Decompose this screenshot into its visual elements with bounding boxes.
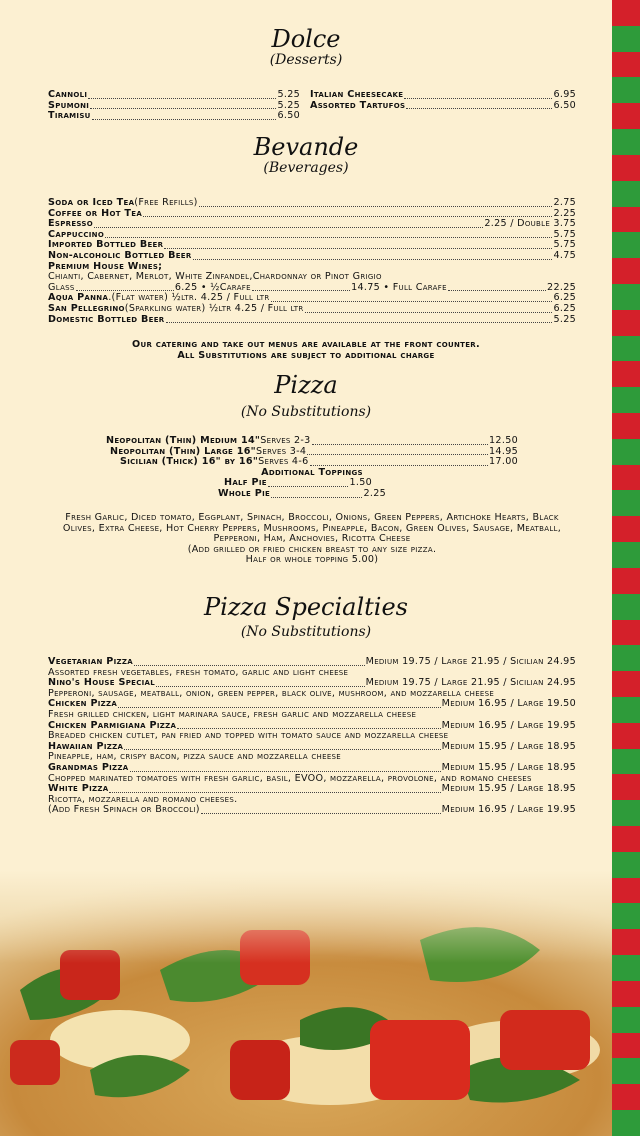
item-name: Nino's House Special — [48, 677, 156, 689]
size-price: 17.00 — [489, 456, 518, 468]
item-description: Pepperoni, sausage, meatball, onion, green pepper, black olive, mushroom, and mozzarella cheese — [48, 687, 495, 699]
item-price: 6.50 — [553, 99, 576, 111]
item-price: 6.25 — [553, 302, 576, 314]
specialty-item — [48, 678, 576, 699]
item-name: Chicken Parmigiana Pizza — [48, 719, 177, 731]
specialty-item — [48, 742, 576, 763]
stripe-block — [612, 1007, 640, 1033]
notice-line: Our catering and take out menus are available at the front counter. — [132, 339, 480, 350]
specialty-item — [48, 657, 576, 678]
topping-name: Whole Pie — [218, 487, 271, 499]
item-description: Assorted fresh vegetables, fresh tomato, garlic and light cheese — [48, 666, 349, 678]
item-description: Breaded chicken cutlet, pan fried and topped with tomato sauce and mozzarella cheese — [48, 730, 449, 742]
stripe-block — [612, 413, 640, 439]
stripe-block — [612, 568, 640, 594]
item-name: Coffee or Hot Tea — [48, 207, 143, 219]
stripe-block — [612, 361, 640, 387]
menu-item — [48, 304, 576, 315]
item-name: Vegetarian Pizza — [48, 656, 133, 667]
item-price: 5.25 — [553, 313, 576, 325]
stripe-block — [612, 387, 640, 413]
stripe-block — [612, 1110, 640, 1136]
toppings-label: Additional Toppings — [261, 466, 363, 478]
italian-flag-stripe — [612, 0, 640, 1136]
pizza-sizes — [106, 435, 518, 500]
item-price: Medium 16.95 / Large 19.95 — [441, 719, 576, 731]
stripe-block — [612, 103, 640, 129]
item-name: Italian Cheesecake — [310, 89, 404, 100]
item-price: Medium 16.95 / Large 19.50 — [441, 698, 576, 710]
stripe-block — [612, 878, 640, 904]
item-description: Chopped marinated tomatoes with fresh garlic, basil, EVOO, mozzarella, provolone, and romano cheeses — [48, 772, 532, 784]
stripe-block — [612, 955, 640, 981]
specialties-heading: Pizza Specialties — [204, 593, 408, 621]
pizza-heading: Pizza — [274, 371, 338, 399]
stripe-block — [612, 1033, 640, 1059]
bevande-heading: Bevande — [253, 133, 359, 161]
item-name: Tiramisu — [48, 110, 91, 122]
item-price: 5.75 — [553, 228, 576, 240]
topping-price — [218, 489, 386, 500]
item-name: Spumoni — [48, 99, 90, 111]
topping-amount: 2.25 — [363, 487, 386, 499]
dolce-right-column — [310, 90, 576, 111]
stripe-block — [612, 52, 640, 78]
item-price: 6.95 — [553, 89, 576, 100]
item-name: Assorted Tartufos — [310, 99, 406, 111]
stripe-block — [612, 774, 640, 800]
item-price: 5.25 — [277, 89, 300, 100]
stripe-block — [612, 516, 640, 542]
stripe-block — [612, 129, 640, 155]
stripe-block — [612, 155, 640, 181]
topping-amount: 1.50 — [349, 477, 372, 489]
carafe-label: 6.25 • ½Carafe — [174, 281, 251, 293]
full-carafe-price: 22.25 — [547, 281, 577, 293]
stripe-block — [612, 826, 640, 852]
wines-label: Premium House Wines; — [48, 260, 163, 272]
menu-item — [310, 101, 576, 112]
item-note: .(Flat water) ½ltr. 4.25 / Full ltr — [108, 292, 270, 304]
stripe-block — [612, 852, 640, 878]
stripe-block — [612, 723, 640, 749]
specialty-addon — [48, 805, 576, 816]
size-serves: Serves 4-6 — [258, 456, 309, 468]
chicken-price: Half or whole topping 5.00) — [245, 554, 379, 566]
item-note: (Sparkling water) ½ltr 4.25 / Full ltr — [124, 302, 304, 314]
stripe-block — [612, 981, 640, 1007]
stripe-block — [612, 336, 640, 362]
item-description: Fresh grilled chicken, light marinara sauce, fresh garlic and mozzarella cheese — [48, 708, 417, 720]
menu-item — [48, 315, 576, 326]
item-name: Chicken Pizza — [48, 698, 118, 710]
stripe-block — [612, 749, 640, 775]
addon-price: Medium 16.95 / Large 19.95 — [441, 804, 576, 816]
stripe-block — [612, 207, 640, 233]
menu-item — [48, 219, 576, 230]
stripe-block — [612, 284, 640, 310]
stripe-block — [612, 26, 640, 52]
item-price: Medium 15.95 / Large 18.95 — [441, 783, 576, 795]
wines-list: Chianti, Cabernet, Merlot, White Zinfandel,Chardonnay or Pinot Grigio — [48, 271, 382, 283]
item-price: Medium 15.95 / Large 18.95 — [441, 740, 576, 752]
menu-item — [48, 251, 576, 262]
dolce-left-column — [48, 90, 300, 122]
item-price: Medium 15.95 / Large 18.95 — [441, 761, 576, 773]
item-name: Grandmas Pizza — [48, 761, 129, 773]
item-note: (Free Refills) — [134, 197, 198, 208]
pizza-photo — [0, 870, 612, 1136]
stripe-block — [612, 258, 640, 284]
menu-item — [48, 198, 576, 209]
item-name: San Pellegrino — [48, 302, 125, 314]
stripe-block — [612, 929, 640, 955]
stripe-block — [612, 490, 640, 516]
item-name: Hawaiian Pizza — [48, 740, 124, 752]
glass-label: Glass — [48, 281, 75, 293]
size-name: Neopolitan (Thin) Large 16" — [110, 445, 256, 457]
stripe-block — [612, 1084, 640, 1110]
specialty-item — [48, 784, 576, 805]
stripe-block — [612, 310, 640, 336]
item-name: White Pizza — [48, 783, 109, 795]
size-price: 12.50 — [489, 435, 518, 446]
full-carafe-label: 14.75 • Full Carafe — [351, 281, 447, 293]
stripe-block — [612, 903, 640, 929]
dolce-subheading: (Desserts) — [269, 52, 343, 68]
item-price: 2.25 — [553, 207, 576, 219]
stripe-block — [612, 0, 640, 26]
menu-item — [310, 90, 576, 101]
item-description: Ricotta, mozzarella and romano cheeses. — [48, 793, 238, 805]
bevande-subheading: (Beverages) — [263, 160, 349, 176]
menu-item — [48, 111, 300, 122]
size-name: Neopolitan (Thin) Medium 14" — [106, 435, 261, 446]
stripe-block — [612, 645, 640, 671]
stripe-block — [612, 77, 640, 103]
stripe-block — [612, 800, 640, 826]
item-name: Aqua Panna — [48, 292, 109, 304]
stripe-block — [612, 671, 640, 697]
specialty-item — [48, 763, 576, 784]
item-name: Cannoli — [48, 89, 88, 100]
pizza-subheading: (No Substitutions) — [240, 404, 372, 420]
specialty-list — [48, 657, 576, 816]
stripe-block — [612, 232, 640, 258]
stripe-block — [612, 620, 640, 646]
stripe-block — [612, 439, 640, 465]
stripe-block — [612, 542, 640, 568]
menu-item — [48, 90, 300, 101]
item-name: Cappuccino — [48, 228, 105, 240]
notice-line: All Substitutions are subject to additional charge — [177, 349, 435, 361]
item-price: Medium 19.75 / Large 21.95 / Sicilian 24.95 — [365, 656, 576, 667]
item-name: Imported Bottled Beer — [48, 239, 164, 251]
chicken-note: (Add grilled or fried chicken breast to any size pizza. — [187, 543, 437, 555]
item-price: 5.25 — [277, 99, 300, 111]
item-name: Non-alcoholic Bottled Beer — [48, 249, 192, 261]
size-price: 14.95 — [489, 445, 518, 457]
stripe-block — [612, 465, 640, 491]
item-price: 2.75 — [553, 197, 576, 208]
stripe-block — [612, 181, 640, 207]
size-name: Sicilian (Thick) 16" by 16" — [120, 456, 259, 468]
stripe-block — [612, 697, 640, 723]
pizza-size — [106, 436, 518, 447]
specialty-item — [48, 721, 576, 742]
item-price: 6.25 — [553, 292, 576, 304]
size-serves: Serves 3-4 — [255, 445, 307, 457]
size-serves: Serves 2-3 — [260, 435, 311, 446]
item-price: 6.50 — [277, 110, 300, 122]
specialty-item — [48, 699, 576, 720]
item-name: Domestic Bottled Beer — [48, 313, 165, 325]
toppings-text: Fresh Garlic, Diced tomato, Eggplant, Spinach, Broccoli, Onions, Green Peppers, Artichoke Hearts, Black Olives, Extra Cheese, Hot Cherry Peppers, Mushrooms, Pineapple, Bacon, Green Olives, Sausage, Meatball, Pepperoni, Ham, Anchovies, Ricotta Cheese — [62, 512, 562, 545]
item-name: Espresso — [48, 218, 94, 230]
beverage-list — [48, 198, 576, 325]
item-price: 5.75 — [553, 239, 576, 251]
catering-notice — [30, 340, 582, 361]
addon-note: (Add Fresh Spinach or Broccoli) — [48, 804, 200, 816]
item-price: Medium 19.75 / Large 21.95 / Sicilian 24.95 — [365, 677, 576, 689]
topping-name: Half Pie — [224, 477, 267, 489]
dolce-heading: Dolce — [271, 25, 341, 53]
stripe-block — [612, 594, 640, 620]
item-name: Soda or Iced Tea — [48, 197, 135, 208]
topping-list — [50, 513, 574, 566]
stripe-block — [612, 1058, 640, 1084]
item-price: 4.75 — [553, 249, 576, 261]
item-description: Pineapple, ham, crispy bacon, pizza sauce and mozzarella cheese — [48, 751, 342, 763]
item-price: 2.25 / Double 3.75 — [484, 218, 576, 230]
specialties-subheading: (No Substitutions) — [240, 624, 372, 640]
